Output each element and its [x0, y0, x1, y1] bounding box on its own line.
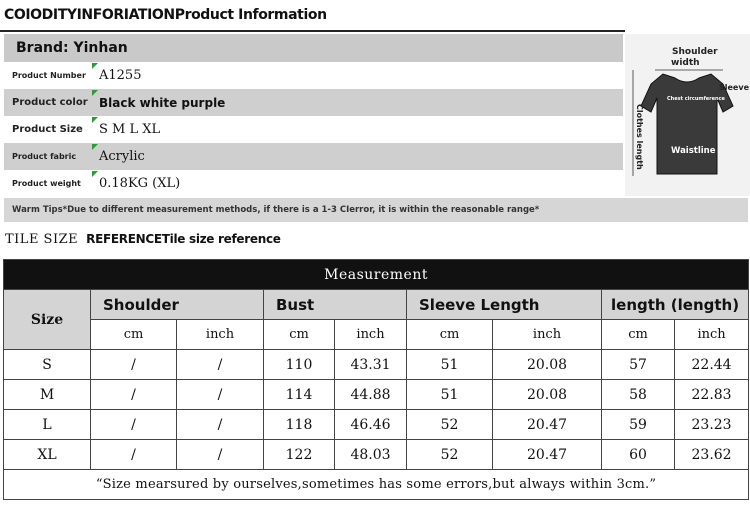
info-label: Product weight [12, 179, 81, 188]
table-cell: 51 [407, 350, 493, 380]
info-row-product-number [4, 62, 623, 89]
brand-row: Brand: Yinhan [4, 34, 623, 62]
size-cell: S [4, 350, 91, 380]
table-cell: 44.88 [335, 380, 407, 410]
table-cell: / [91, 410, 177, 440]
column-header-bust: Bust [264, 290, 407, 320]
unit-cell: inch [675, 320, 749, 350]
diagram-label-chest: Chest circumference [667, 96, 725, 102]
green-corner-icon [92, 63, 98, 69]
table-cell: 52 [407, 410, 493, 440]
table-row [4, 350, 749, 380]
table-title: Measurement [4, 260, 749, 290]
table-cell: / [177, 410, 264, 440]
info-row-product-weight [4, 170, 623, 197]
table-cell: 58 [602, 380, 675, 410]
table-cell: 22.44 [675, 350, 749, 380]
table-cell: 20.47 [493, 410, 602, 440]
size-reference-prefix: TILE SIZE [5, 232, 79, 247]
tshirt-diagram-icon [625, 34, 750, 196]
unit-cell: cm [407, 320, 493, 350]
table-cell: 43.31 [335, 350, 407, 380]
size-header: Size [4, 290, 91, 350]
table-cell: 23.62 [675, 440, 749, 470]
warm-tips: Warm Tips*Due to different measurement methods, if there is a 1-3 CIerror, it is within the reasonable range* [4, 198, 748, 222]
table-row [4, 410, 749, 440]
table-cell: / [177, 440, 264, 470]
table-cell: / [91, 350, 177, 380]
unit-cell: cm [602, 320, 675, 350]
info-value: 0.18KG (XL) [99, 176, 181, 191]
size-cell: M [4, 380, 91, 410]
table-cell: 114 [264, 380, 335, 410]
info-row-product-fabric [4, 143, 623, 170]
diagram-label-sleeve: Sleeve [719, 83, 749, 92]
unit-cell: inch [177, 320, 264, 350]
info-value: Black white purple [99, 95, 226, 110]
table-cell: 118 [264, 410, 335, 440]
size-cell: L [4, 410, 91, 440]
table-cell: 110 [264, 350, 335, 380]
table-cell: 122 [264, 440, 335, 470]
info-row-product-size [4, 116, 623, 143]
info-label: Product fabric [12, 152, 77, 161]
table-cell: / [91, 380, 177, 410]
table-row [4, 380, 749, 410]
green-corner-icon [92, 90, 98, 96]
table-cell: 20.08 [493, 350, 602, 380]
green-corner-icon [92, 117, 98, 123]
table-cell: 52 [407, 440, 493, 470]
unit-cell: inch [335, 320, 407, 350]
unit-cell: cm [264, 320, 335, 350]
header-divider [0, 30, 625, 32]
info-value: A1255 [99, 68, 142, 83]
table-cell: 48.03 [335, 440, 407, 470]
table-cell: / [91, 440, 177, 470]
column-header-sleeve-length: Sleeve Length [407, 290, 602, 320]
table-cell: 51 [407, 380, 493, 410]
table-footer-note: “Size mearsured by ourselves,sometimes has some errors,but always within 3cm.” [4, 470, 749, 500]
table-cell: / [177, 350, 264, 380]
table-cell: 60 [602, 440, 675, 470]
product-info-panel [4, 34, 623, 197]
page-title: COIODITYINFORIATIONProduct Information [4, 7, 327, 23]
unit-cell: inch [493, 320, 602, 350]
info-row-product-color [4, 89, 623, 116]
column-header-shoulder: Shoulder [91, 290, 264, 320]
table-cell: 23.23 [675, 410, 749, 440]
table-cell: 20.47 [493, 440, 602, 470]
green-corner-icon [92, 144, 98, 150]
table-cell: / [177, 380, 264, 410]
measurement-diagram [625, 34, 750, 196]
table-cell: 20.08 [493, 380, 602, 410]
info-label: Product color [12, 97, 88, 108]
info-value: Acrylic [99, 149, 145, 164]
green-corner-icon [92, 171, 98, 177]
diagram-label-clothes-length: Clothes length [635, 104, 644, 170]
diagram-label-waistline: Waistline [671, 146, 716, 156]
table-row [4, 440, 749, 470]
measurement-table [3, 259, 749, 500]
size-cell: XL [4, 440, 91, 470]
info-label: Product Number [12, 71, 86, 80]
size-reference-heading [5, 232, 281, 250]
table-cell: 22.83 [675, 380, 749, 410]
diagram-label-shoulder: Shoulder [672, 47, 718, 57]
unit-cell: cm [91, 320, 177, 350]
table-cell: 59 [602, 410, 675, 440]
column-header-length: length (length) [602, 290, 749, 320]
table-cell: 46.46 [335, 410, 407, 440]
table-cell: 57 [602, 350, 675, 380]
info-label: Product Size [12, 124, 83, 135]
info-value: S M L XL [99, 122, 161, 137]
size-reference-text: REFERENCETile size reference [86, 232, 281, 246]
diagram-label-width: width [671, 58, 700, 68]
